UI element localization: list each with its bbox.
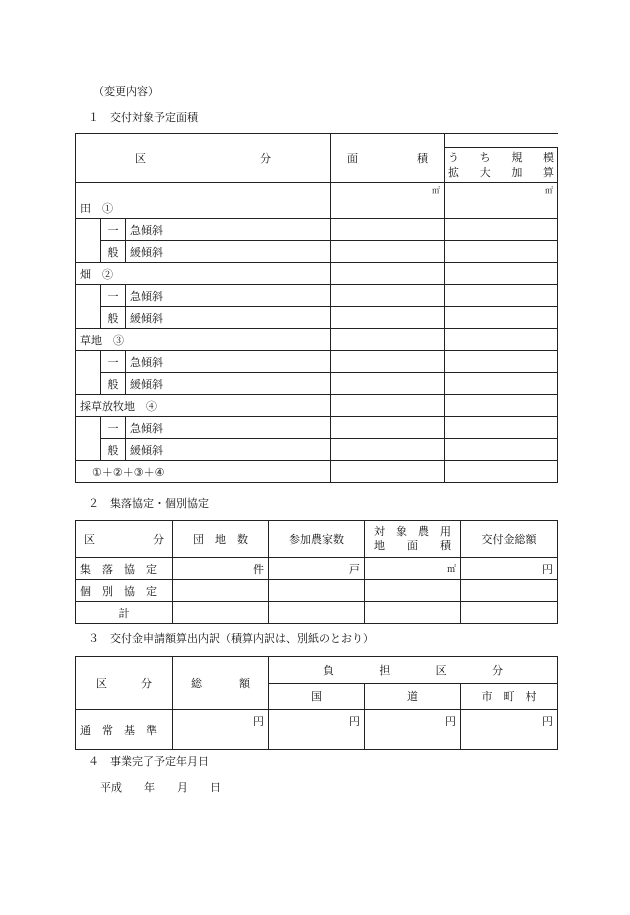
cell xyxy=(445,307,558,329)
section-3-title: ３ 交付金申請額算出内訳（積算内訳は、別紙のとおり） xyxy=(88,632,374,645)
sub-label: 一 xyxy=(101,219,126,241)
group-label-saiso: 採草放牧地 ④ xyxy=(76,395,331,417)
unit-ken: 件 xyxy=(173,558,269,580)
h-futan: 負 担 区 分 xyxy=(269,657,558,684)
unit-sqm: ㎡ xyxy=(331,183,445,219)
h-shichoson: 市 町 村 xyxy=(461,683,558,710)
cell xyxy=(445,395,558,417)
change-label: （変更内容） xyxy=(93,85,159,98)
cell xyxy=(331,373,445,395)
cell xyxy=(445,461,558,483)
row-tsujo: 通 常 基 準 xyxy=(76,710,173,750)
header-kubun: 区 分 xyxy=(76,134,331,183)
area-table xyxy=(75,133,558,483)
h-kuni: 国 xyxy=(269,683,365,710)
cell xyxy=(269,580,365,602)
h-danchi: 団 地 数 xyxy=(173,521,269,558)
cell xyxy=(461,580,558,602)
h-taisho: 対 象 農 用 地 面 積 xyxy=(365,521,461,558)
unit-sqm: ㎡ xyxy=(365,558,461,580)
h-kubun: 区 分 xyxy=(76,521,173,558)
h-sanka: 参加農家数 xyxy=(269,521,365,558)
row-label-kan: 緩傾斜 xyxy=(126,241,331,263)
cell xyxy=(331,461,445,483)
header-uchi-top xyxy=(445,134,558,148)
cell xyxy=(331,329,445,351)
row-label-kyu: 急傾斜 xyxy=(126,351,331,373)
h-do: 道 xyxy=(365,683,461,710)
cell xyxy=(331,417,445,439)
h-sogaku: 総 額 xyxy=(173,657,269,710)
cell xyxy=(331,307,445,329)
grant-table xyxy=(75,656,558,750)
group-indent xyxy=(76,219,101,263)
row-label-kyu: 急傾斜 xyxy=(126,219,331,241)
cell xyxy=(445,351,558,373)
unit-yen: 円 xyxy=(365,710,461,750)
unit-yen: 円 xyxy=(461,710,558,750)
cell xyxy=(365,602,461,624)
unit-sqm: ㎡ xyxy=(445,183,558,219)
cell xyxy=(445,439,558,461)
group-label-hata: 畑 ② xyxy=(76,263,331,285)
section-4-title: ４ 事業完了予定年月日 xyxy=(88,755,209,768)
h-kubun: 区 分 xyxy=(76,657,173,710)
row-kobetsu: 個 別 協 定 xyxy=(76,580,173,602)
sub-label: 一 xyxy=(101,351,126,373)
sub-label: 一 xyxy=(101,285,126,307)
sub-label: 般 xyxy=(101,439,126,461)
group-indent xyxy=(76,285,101,329)
cell xyxy=(269,602,365,624)
row-label-kyu: 急傾斜 xyxy=(126,417,331,439)
cell xyxy=(445,263,558,285)
cell xyxy=(331,439,445,461)
section-1-title: １ 交付対象予定面積 xyxy=(88,111,198,124)
unit-yen: 円 xyxy=(269,710,365,750)
cell xyxy=(331,285,445,307)
row-shuraku: 集 落 協 定 xyxy=(76,558,173,580)
row-label-kyu: 急傾斜 xyxy=(126,285,331,307)
cell xyxy=(461,602,558,624)
completion-date: 平成 年 月 日 xyxy=(100,781,221,794)
group-indent xyxy=(76,417,101,461)
cell xyxy=(173,580,269,602)
row-label-kan: 緩傾斜 xyxy=(126,373,331,395)
cell xyxy=(331,351,445,373)
sub-label: 一 xyxy=(101,417,126,439)
header-menseki: 面 積 xyxy=(331,134,445,183)
sub-label: 般 xyxy=(101,241,126,263)
unit-yen: 円 xyxy=(173,710,269,750)
cell xyxy=(445,219,558,241)
row-total: 計 xyxy=(76,602,173,624)
header-uchi: う ち 規 模 拡 大 加 算 xyxy=(445,148,558,183)
total-label: ①＋②＋③＋④ xyxy=(76,461,331,483)
row-label-kan: 緩傾斜 xyxy=(126,307,331,329)
cell xyxy=(173,602,269,624)
sub-label: 般 xyxy=(101,307,126,329)
cell xyxy=(445,241,558,263)
cell xyxy=(331,395,445,417)
cell xyxy=(445,373,558,395)
cell xyxy=(445,417,558,439)
cell xyxy=(365,580,461,602)
sub-label: 般 xyxy=(101,373,126,395)
unit-yen: 円 xyxy=(461,558,558,580)
cell xyxy=(445,329,558,351)
cell xyxy=(331,219,445,241)
group-label-ta: 田 ① xyxy=(76,183,331,219)
cell xyxy=(445,285,558,307)
group-label-sochi: 草地 ③ xyxy=(76,329,331,351)
unit-ko: 戸 xyxy=(269,558,365,580)
cell xyxy=(331,241,445,263)
section-2-title: ２ 集落協定・個別協定 xyxy=(88,497,209,510)
agreement-table xyxy=(75,520,558,624)
cell xyxy=(331,263,445,285)
group-indent xyxy=(76,351,101,395)
row-label-kan: 緩傾斜 xyxy=(126,439,331,461)
h-kofu: 交付金総額 xyxy=(461,521,558,558)
